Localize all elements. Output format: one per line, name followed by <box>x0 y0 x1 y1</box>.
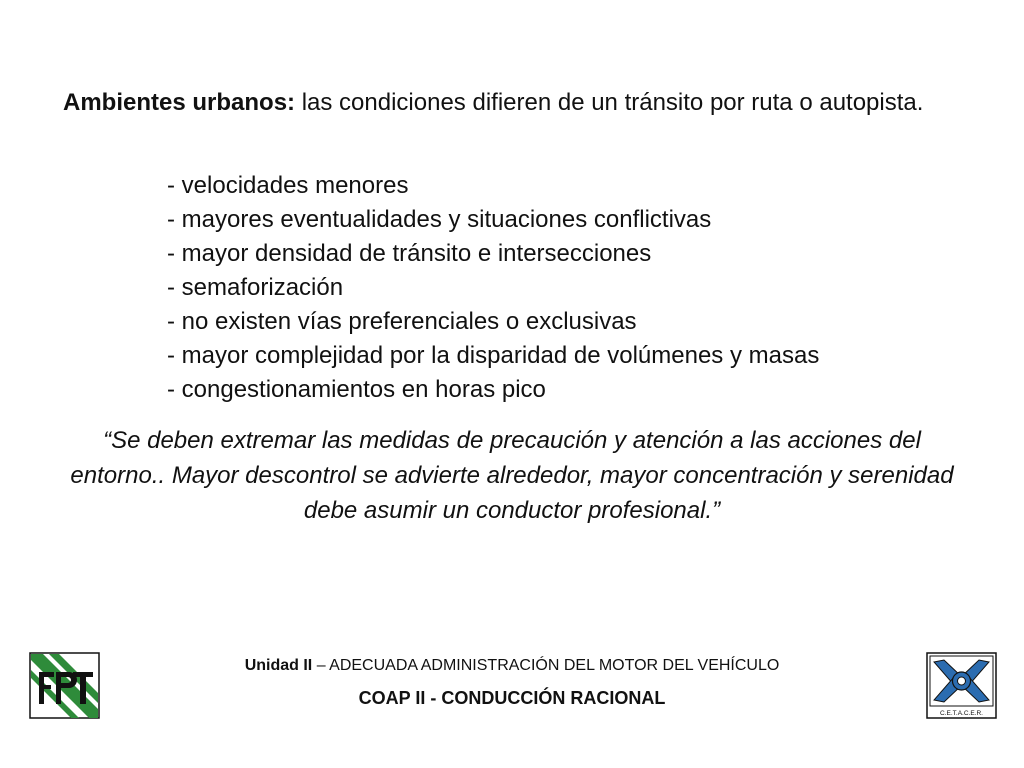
list-item: - mayor densidad de tránsito e intersecciones <box>167 240 652 267</box>
intro-paragraph <box>63 86 983 120</box>
cetacer-logo-icon <box>926 652 997 719</box>
list-item: - congestionamientos en horas pico <box>167 376 546 403</box>
intro-text: las condiciones difieren de un tránsito por ruta o autopista. <box>295 89 924 116</box>
conditions-list <box>167 169 987 407</box>
footer-unit-rest: – ADECUADA ADMINISTRACIÓN DEL MOTOR DEL VEHÍCULO <box>312 657 780 674</box>
footer-unit-label: Unidad II <box>244 657 313 674</box>
footer-course-title: COAP II - CONDUCCIÓN RACIONAL <box>358 688 666 708</box>
list-item: - mayores eventualidades y situaciones conflictivas <box>167 206 712 233</box>
intro-lead: Ambientes urbanos: <box>63 89 296 116</box>
cetacer-logo-text: C.E.T.A.C.E.R. <box>940 710 983 717</box>
list-item: - mayor complejidad por la disparidad de volúmenes y masas <box>167 342 820 369</box>
list-item: - no existen vías preferenciales o exclusivas <box>167 308 637 335</box>
list-item: - velocidades menores <box>167 172 409 199</box>
footer-unit-title <box>0 655 1024 677</box>
list-item: - semaforización <box>167 274 344 301</box>
quote: “Se deben extremar las medidas de precaución y atención a las acciones del entorno.. Mayor descontrol se advierte alrededor, mayor concentración y serenidad debe asumir un conductor profesional.” <box>70 427 954 524</box>
